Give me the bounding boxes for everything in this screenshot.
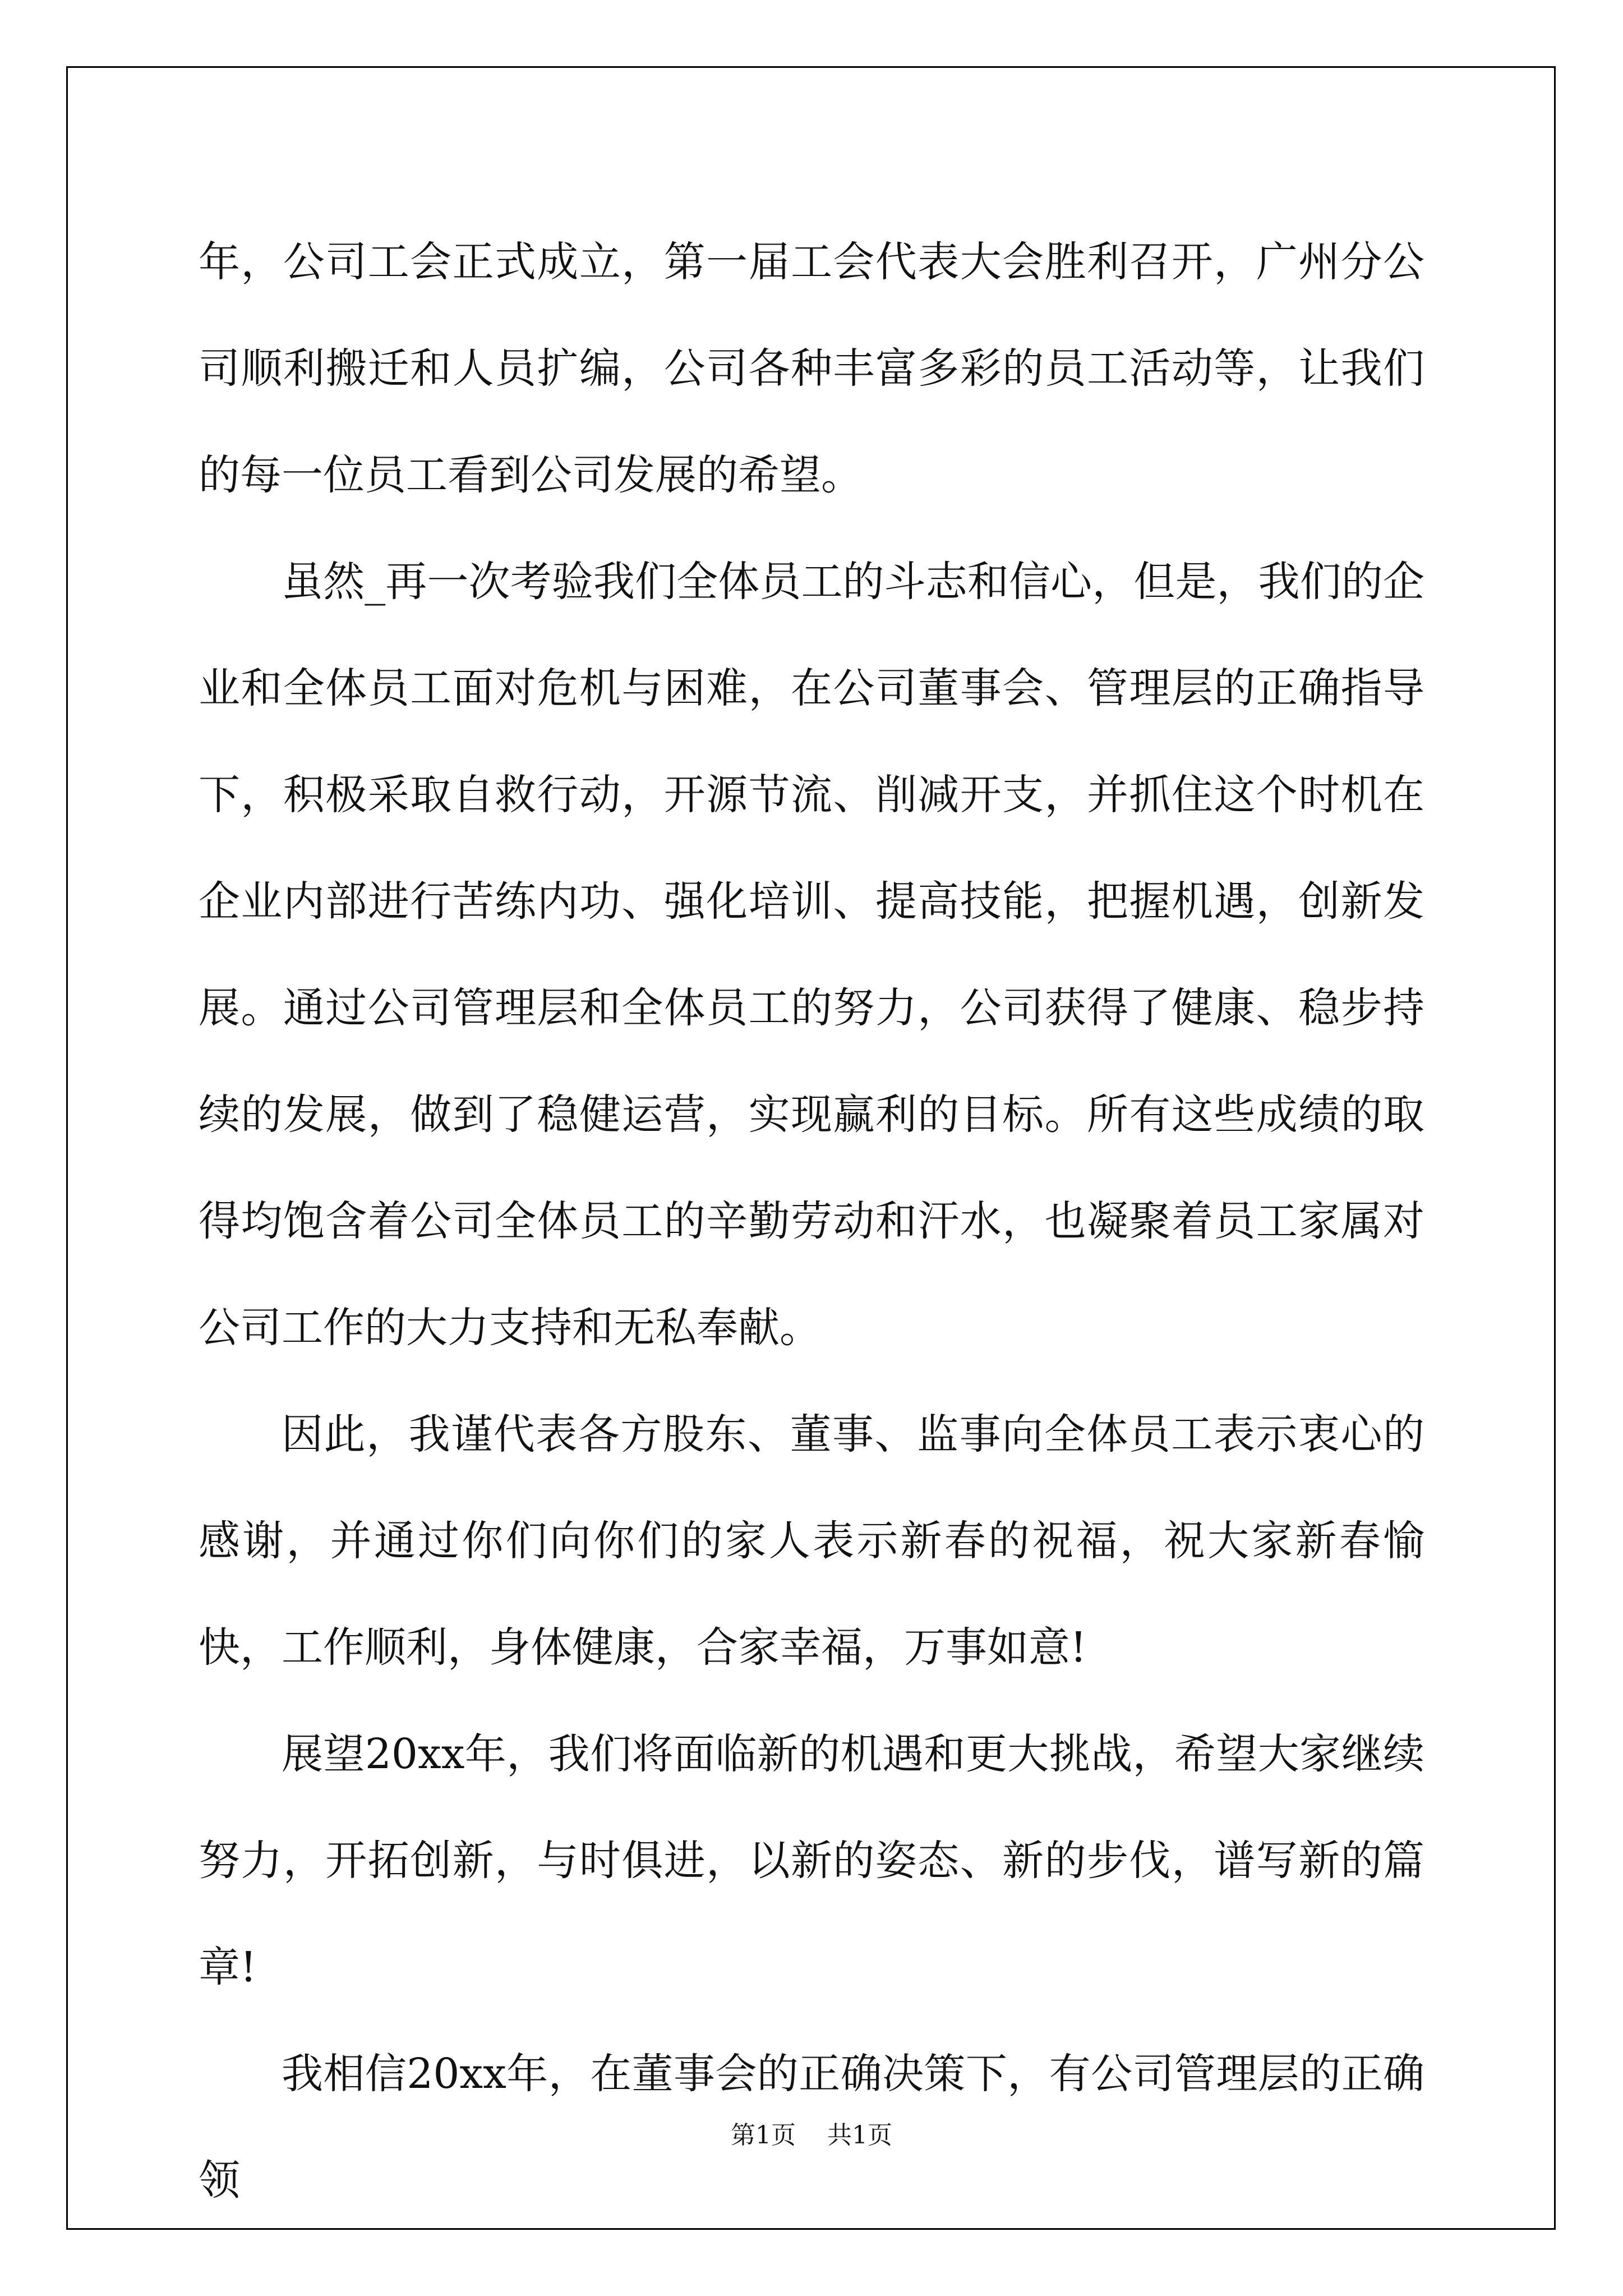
paragraph-5: 我相信20xx年，在董事会的正确决策下，有公司管理层的正确领 — [199, 2050, 1424, 2205]
paragraph-2: 虽然_再一次考验我们全体员工的斗志和信心，但是，我们的企业和全体员工面对危机与困难，在公司董事会、管理层的正确指导下，积极采取自救行动，开源节流、削减开支，并抓住这个时机在企业内部进行苦练内功、强化培训、提高技能，把握机遇，创新发展。通过公司管理层和全体员工的努力，公司获得了健康、稳步持续的发展，做到了稳健运营，实现赢利的目标。所有这些成绩的取得均饱含着公司全体员工的辛勤劳动和汗水，也凝聚着员工家属对公司工作的大力支持和无私奉献。 — [199, 558, 1424, 1352]
paragraph-3: 因此，我谨代表各方股东、董事、监事向全体员工表示衷心的感谢，并通过你们向你们的家人表示新春的祝福，祝大家新春愉快，工作顺利，身体健康，合家幸福，万事如意! — [199, 1410, 1424, 1672]
paragraph-1: 年，公司工会正式成立，第一届工会代表大会胜利召开，广州分公司顺利搬迁和人员扩编，公司各种丰富多彩的员工活动等，让我们的每一位员工看到公司发展的希望。 — [199, 238, 1424, 499]
document-body — [199, 209, 1424, 2234]
paragraph-4: 展望20xx年，我们将面临新的机遇和更大挑战，希望大家继续努力，开拓创新，与时俱进，以新的姿态、新的步伐，谱写新的篇章! — [199, 1730, 1424, 1991]
page-footer: 第1页 共1页 — [731, 2121, 892, 2150]
